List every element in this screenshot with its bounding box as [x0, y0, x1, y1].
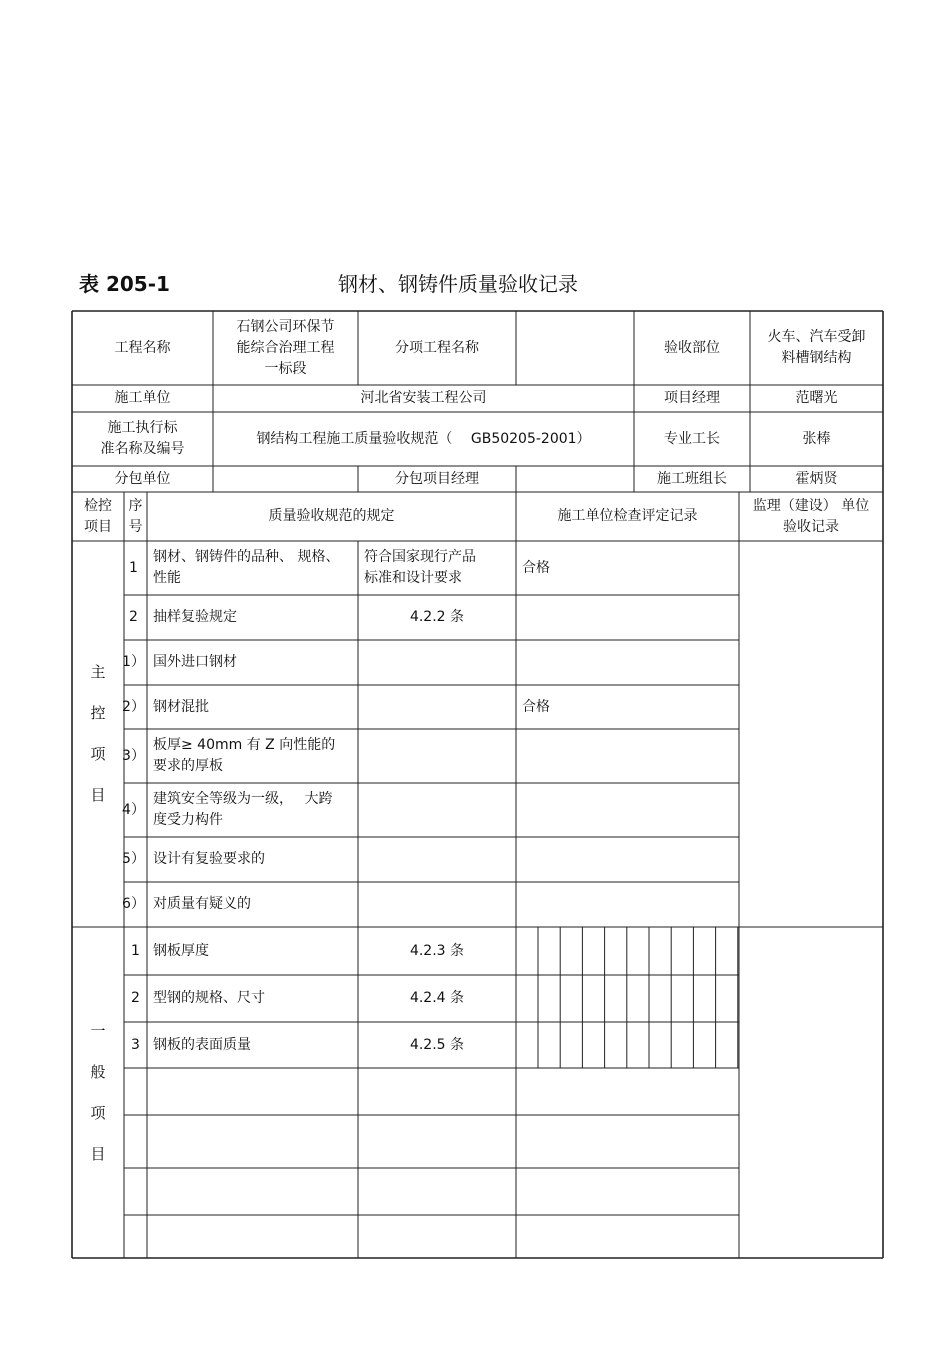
general-seq-5: [124, 1115, 147, 1168]
general-standard-7: [358, 1215, 516, 1258]
general-item-6: [147, 1168, 358, 1215]
form-title: 钢材、钢铸件质量验收记录: [338, 272, 578, 296]
general-item-1: 钢板厚度: [153, 942, 209, 959]
main-seq-5: 3）: [122, 747, 145, 764]
contractor-label: 施工单位: [114, 390, 171, 406]
general-seq-4: [124, 1068, 147, 1115]
main-standard-2: 4.2.2 条: [409, 609, 465, 625]
contractor-value: 河北省安装工程公司: [360, 390, 487, 406]
main-item-4: 钢材混批: [153, 698, 209, 715]
main-seq-7: 5）: [122, 851, 145, 867]
main-item-6: 建筑安全等级为一级， 大跨 度受力构件: [153, 791, 333, 828]
main-seq-8: 6）: [122, 896, 145, 912]
sub-project-label: 分项工程名称: [395, 339, 479, 356]
general-standard-6: [358, 1168, 516, 1215]
col-supervisor: 监理（建设） 单位 验收记录: [752, 497, 870, 535]
general-item-4: [147, 1068, 358, 1115]
main-result-2: [516, 595, 739, 640]
subcontractor-value: [213, 466, 358, 492]
standard-label: 施工执行标 准名称及编号: [100, 420, 185, 457]
acceptance-part-value: 火车、汽车受卸 料槽钢结构: [767, 329, 866, 366]
col-category: 检控 项目: [84, 497, 112, 535]
general-category: 一 般 项 目: [90, 1021, 106, 1163]
pm-value: 范曙光: [795, 390, 838, 406]
general-standard-5: [358, 1115, 516, 1168]
general-seq-7: [124, 1215, 147, 1258]
main-standard-6: [358, 783, 516, 837]
main-item-3: 国外进口钢材: [153, 654, 237, 670]
main-standard-7: [358, 837, 516, 882]
col-self-check: 施工单位检查评定记录: [557, 508, 698, 524]
project-name-value: 石钢公司环保节 能综合治理工程 一标段: [236, 318, 335, 377]
pm-label: 项目经理: [664, 390, 720, 406]
team-leader-value: 霍炳贤: [795, 470, 838, 487]
main-item-8: 对质量有疑义的: [153, 896, 251, 912]
col-spec: 质量验收规范的规定: [268, 508, 395, 524]
general-item-7: [147, 1215, 358, 1258]
main-standard-8: [358, 882, 516, 927]
main-result-4: 合格: [522, 698, 550, 715]
general-standard-4: [358, 1068, 516, 1115]
main-standard-4: [358, 685, 516, 729]
main-result-5: [516, 729, 739, 783]
main-result-3: [516, 640, 739, 685]
team-leader-label: 施工班组长: [657, 470, 727, 487]
general-item-3: 钢板的表面质量: [153, 1036, 251, 1053]
general-seq-2: 2: [131, 990, 140, 1006]
main-item-7: 设计有复验要求的: [153, 851, 265, 867]
general-seq-1: 1: [131, 942, 140, 959]
main-result-7: [516, 837, 739, 882]
subcontractor-label: 分包单位: [114, 470, 171, 487]
project-name-label: 工程名称: [114, 339, 171, 356]
general-item-2: 型钢的规格、尺寸: [153, 990, 265, 1006]
general-seq-3: 3: [131, 1036, 140, 1053]
acceptance-part-label: 验收部位: [664, 339, 720, 356]
foreman-value: 张棒: [802, 430, 831, 447]
main-standard-5: [358, 729, 516, 783]
general-item-5: [147, 1115, 358, 1168]
main-standard-3: [358, 640, 516, 685]
main-seq-3: 1）: [122, 654, 145, 670]
main-standard-1: 符合国家现行产品 标准和设计要求: [364, 549, 476, 586]
main-result-1: 合格: [522, 559, 550, 576]
form-number: 表 205-1: [79, 272, 170, 296]
main-item-1: 钢材、钢铸件的品种、 规格、 性能: [153, 549, 340, 586]
main-seq-1: 1: [129, 559, 138, 576]
main-item-5: 板厚≥ 40mm 有 Z 向性能的 要求的厚板: [153, 737, 336, 774]
main-seq-4: 2）: [122, 698, 145, 715]
general-standard-3: 4.2.5 条: [409, 1036, 465, 1053]
main-item-2: 抽样复验规定: [153, 609, 237, 625]
main-seq-2: 2: [129, 609, 138, 625]
main-seq-6: 4）: [122, 801, 145, 818]
main-category: 主 控 项 目: [90, 663, 106, 804]
general-standard-2: 4.2.4 条: [409, 990, 465, 1006]
sub-pm-label: 分包项目经理: [395, 470, 479, 487]
main-result-8: [516, 882, 739, 927]
general-seq-6: [124, 1168, 147, 1215]
main-result-6: [516, 783, 739, 837]
foreman-label: 专业工长: [664, 430, 720, 447]
col-seq: 序 号: [128, 497, 143, 535]
sub-project-value: [516, 311, 634, 385]
sub-pm-value: [516, 466, 634, 492]
general-standard-1: 4.2.3 条: [409, 942, 465, 959]
standard-value: 钢结构工程施工质量验收规范（ GB50205-2001）: [256, 430, 591, 447]
